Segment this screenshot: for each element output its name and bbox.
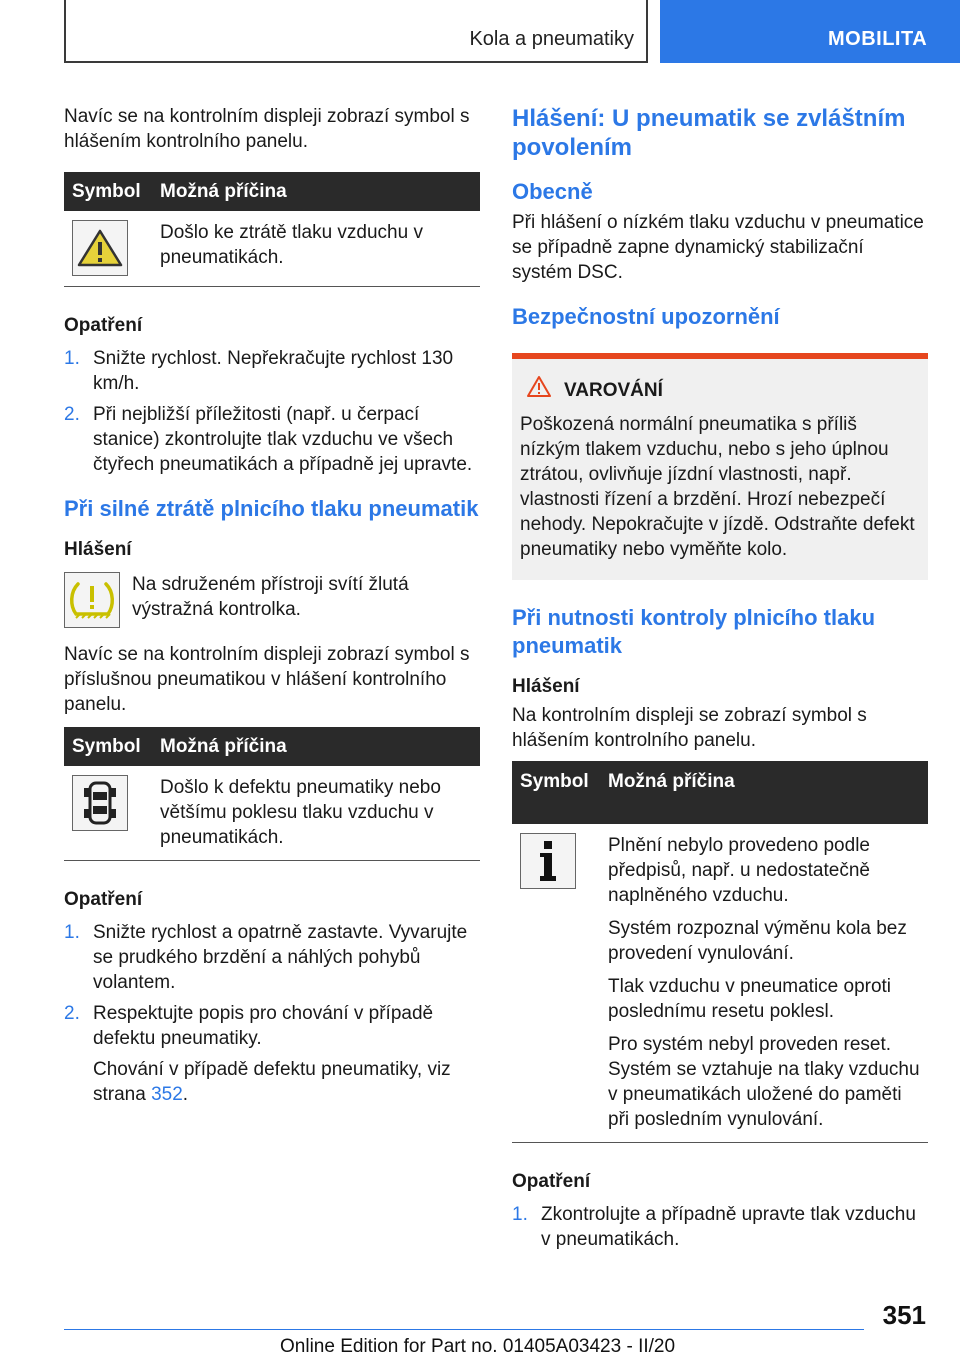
- subheading-general: Obecně: [512, 179, 593, 204]
- page-number: 351: [882, 1300, 926, 1330]
- right-column: [512, 104, 928, 1258]
- col-header-symbol: Symbol: [512, 761, 600, 824]
- col-header-cause: Možná příčina: [152, 172, 480, 211]
- table-row: [64, 766, 480, 861]
- measures-title: Opatření: [64, 889, 143, 910]
- warning-box: [512, 353, 928, 580]
- list-item: 2. Respektujte popis pro chování v případě defektu pneumatiky. Chování v případě defektu pneumatiky, viz strana 352.: [64, 1001, 480, 1107]
- section-heading: Při nutnosti kontroly plnicího tlaku pneumatik: [512, 605, 876, 658]
- list-item: 1. Zkontrolujte a případně upravte tlak vzduchu v pneumatikách.: [512, 1204, 916, 1250]
- symbol-table-defect: [64, 727, 480, 861]
- intro-paragraph-2: Navíc se na kontrolním displeji zobrazí symbol s příslušnou pneumatikou v hlášení kontrolního panelu.: [64, 644, 470, 715]
- warning-text: Poškozená normální pneumatika s příliš nízkým tlakem vzduchu, nebo s jeho úplnou ztrátou, ovlivňuje jízdní vlastnosti, např. vlastnosti řízení a brzdění. Hrozí nebezpečí nehody. Nepokračujte v jízdě. Odstraňte defekt pneumatiky nebo vyměňte kolo.: [520, 414, 915, 560]
- message-title: Hlášení: [512, 676, 580, 697]
- measures-list: [512, 1202, 928, 1252]
- symbol-table-info: [512, 761, 928, 1143]
- measures-title: Opatření: [64, 315, 143, 336]
- table-row: [64, 211, 480, 287]
- warning-triangle-outline-icon: [526, 375, 552, 405]
- list-item: 1. Snižte rychlost a opatrně zastavte. Vyvarujte se prudkého brzdění a náhlých pohybů volantem.: [64, 922, 468, 993]
- cause-text: Došlo k defektu pneumatiky nebo většímu poklesu tlaku vzduchu v pneumatikách.: [152, 766, 480, 861]
- info-icon: [520, 833, 576, 889]
- table-row: [512, 824, 928, 1143]
- footer-divider: [64, 1329, 864, 1330]
- section-heading: Při silné ztrátě plnicího tlaku pneumatik: [64, 496, 479, 521]
- list-item: 2. Při nejbližší příležitosti (např. u čerpací stanice) zkontrolujte tlak vzduchu ve všech čtyřech pneumatikách a případně jej upravte.: [64, 404, 473, 475]
- message-text: Na sdruženém přístroji svítí žlutá výstražná kontrolka.: [132, 574, 409, 620]
- cause-text: Došlo ke ztrátě tlaku vzduchu v pneumatikách.: [152, 211, 480, 287]
- cross-reference: Chování v případě defektu pneumatiky, viz strana 352.: [93, 1059, 451, 1105]
- header-chapter-box: [64, 0, 648, 63]
- footer-edition: Online Edition for Part no. 01405A03423 - II/20: [280, 1336, 676, 1357]
- intro-paragraph: Navíc se na kontrolním displeji zobrazí symbol s hlášením kontrolního panelu.: [64, 106, 470, 152]
- car-tires-icon: [72, 775, 128, 831]
- cause-text: Plnění nebylo provedeno podle předpisů, např. u nedostatečně naplněného vzduchu. Systém rozpoznal výměnu kola bez provedení vynulování. Tlak vzduchu v pneumatice oproti poslednímu resetu poklesl. Pro systém nebyl proveden reset. Systém se vztahuje na tlaky vzduchu v pneumatikách uložené do paměti při posledním vynulování.: [600, 824, 928, 1143]
- measures-title: Opatření: [512, 1171, 591, 1192]
- section-heading-main: Hlášení: U pneumatik se zvláštním povolením: [512, 105, 906, 161]
- general-text: Při hlášení o nízkém tlaku vzduchu v pneumatice se případně zapne dynamický stabilizační systém DSC.: [512, 212, 924, 283]
- section-label: MOBILITA: [828, 28, 928, 50]
- message-text: Na kontrolním displeji se zobrazí symbol s hlášením kontrolního panelu.: [512, 705, 867, 751]
- col-header-symbol: Symbol: [64, 172, 152, 211]
- col-header-cause: Možná příčina: [152, 727, 480, 766]
- chapter-title: Kola a pneumatiky: [469, 28, 634, 50]
- left-column: [64, 104, 480, 1113]
- warning-triangle-icon: [72, 220, 128, 276]
- warning-title: VAROVÁNÍ: [564, 379, 663, 401]
- col-header-cause: Možná příčina: [600, 761, 928, 824]
- measures-list: [64, 920, 480, 1107]
- message-block: [64, 572, 480, 628]
- col-header-symbol: Symbol: [64, 727, 152, 766]
- list-item: 1. Snižte rychlost. Nepřekračujte rychlost 130 km/h.: [64, 348, 454, 394]
- section-tab[interactable]: [660, 0, 960, 63]
- page-link[interactable]: 352: [151, 1084, 183, 1105]
- message-title: Hlášení: [64, 539, 132, 560]
- measures-list: [64, 346, 480, 477]
- tire-pressure-warning-icon: [64, 572, 120, 628]
- symbol-table-pressure-loss: [64, 172, 480, 287]
- subheading-safety: Bezpečnostní upozornění: [512, 304, 780, 329]
